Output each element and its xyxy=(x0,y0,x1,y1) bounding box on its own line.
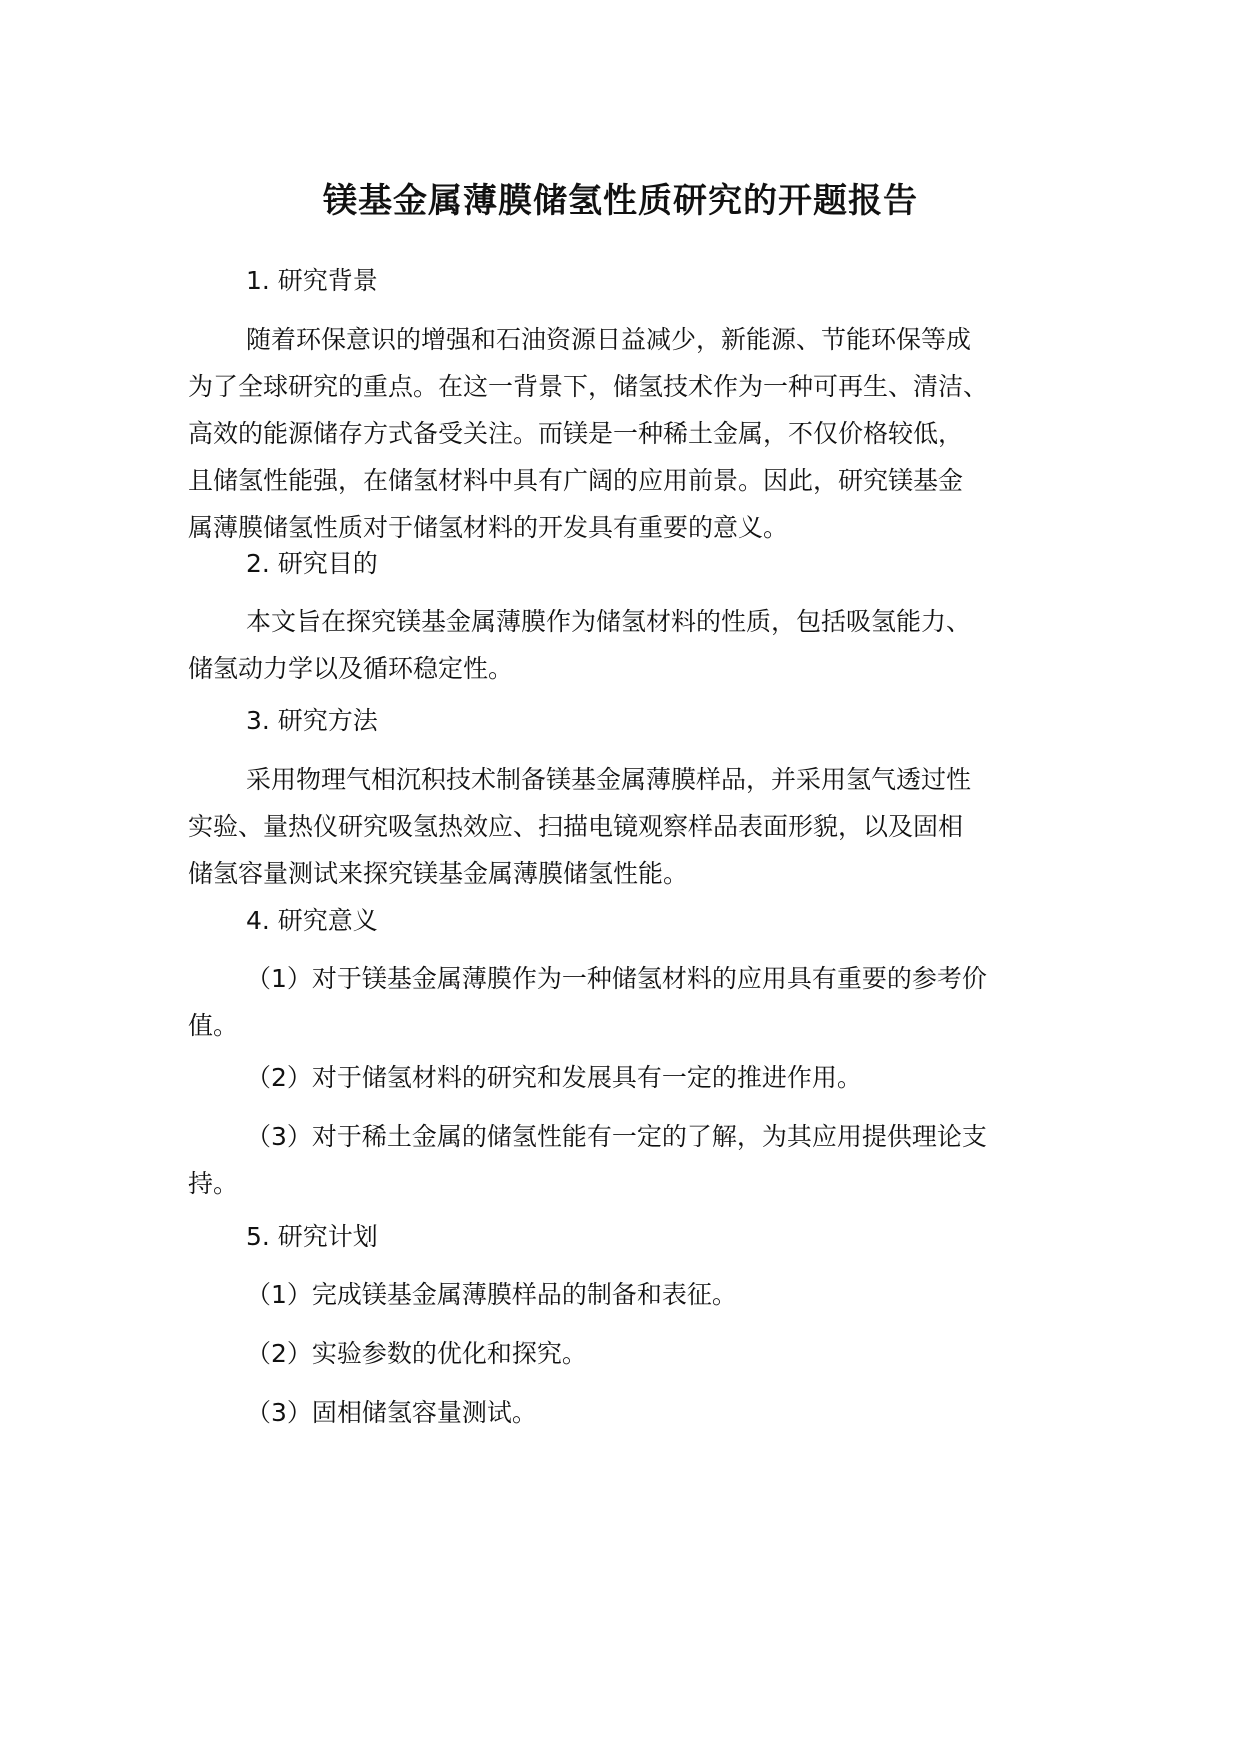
section-heading-method: 3. 研究方法 xyxy=(246,706,378,735)
list-item xyxy=(188,1113,1068,1207)
paragraph-line: 储氢容量测试来探究镁基金属薄膜储氢性能。 xyxy=(188,859,689,888)
section-heading-purpose: 2. 研究目的 xyxy=(246,549,378,578)
list-item-line: 持。 xyxy=(188,1169,239,1198)
section-paragraph-background xyxy=(188,316,1068,551)
list-item-line: 值。 xyxy=(188,1011,239,1040)
list-item-line: （1）对于镁基金属薄膜作为一种储氢材料的应用具有重要的参考价 xyxy=(246,964,987,993)
list-item-line: （2）实验参数的优化和探究。 xyxy=(246,1339,587,1368)
paragraph-line: 高效的能源储存方式备受关注。而镁是一种稀土金属，不仅价格较低， xyxy=(188,419,964,448)
list-item xyxy=(188,1054,1068,1101)
section-heading-significance: 4. 研究意义 xyxy=(246,906,378,935)
list-item-line: （2）对于储氢材料的研究和发展具有一定的推进作用。 xyxy=(246,1063,862,1092)
list-item xyxy=(188,1389,1068,1436)
list-item xyxy=(188,955,1068,1049)
document-title: 镁基金属薄膜储氢性质研究的开题报告 xyxy=(323,181,918,221)
list-item xyxy=(188,1330,1068,1377)
paragraph-line: 且储氢性能强，在储氢材料中具有广阔的应用前景。因此，研究镁基金 xyxy=(188,466,964,495)
paragraph-line: 随着环保意识的增强和石油资源日益减少，新能源、节能环保等成 xyxy=(246,325,972,354)
list-item-line: （3）固相储氢容量测试。 xyxy=(246,1398,537,1427)
section-heading-background: 1. 研究背景 xyxy=(246,266,378,295)
list-item xyxy=(188,1271,1068,1318)
section-heading-plan: 5. 研究计划 xyxy=(246,1222,378,1251)
paragraph-line: 实验、量热仪研究吸氢热效应、扫描电镜观察样品表面形貌，以及固相 xyxy=(188,812,964,841)
list-item-line: （1）完成镁基金属薄膜样品的制备和表征。 xyxy=(246,1280,737,1309)
paragraph-line: 本文旨在探究镁基金属薄膜作为储氢材料的性质，包括吸氢能力、 xyxy=(246,607,972,636)
paragraph-line: 属薄膜储氢性质对于储氢材料的开发具有重要的意义。 xyxy=(188,513,789,542)
paragraph-line: 为了全球研究的重点。在这一背景下，储氢技术作为一种可再生、清洁、 xyxy=(188,372,989,401)
paragraph-line: 储氢动力学以及循环稳定性。 xyxy=(188,654,514,683)
section-paragraph-purpose xyxy=(188,598,1068,692)
section-paragraph-method xyxy=(188,756,1068,897)
list-item-line: （3）对于稀土金属的储氢性能有一定的了解，为其应用提供理论支 xyxy=(246,1122,987,1151)
paragraph-line: 采用物理气相沉积技术制备镁基金属薄膜样品，并采用氢气透过性 xyxy=(246,765,972,794)
